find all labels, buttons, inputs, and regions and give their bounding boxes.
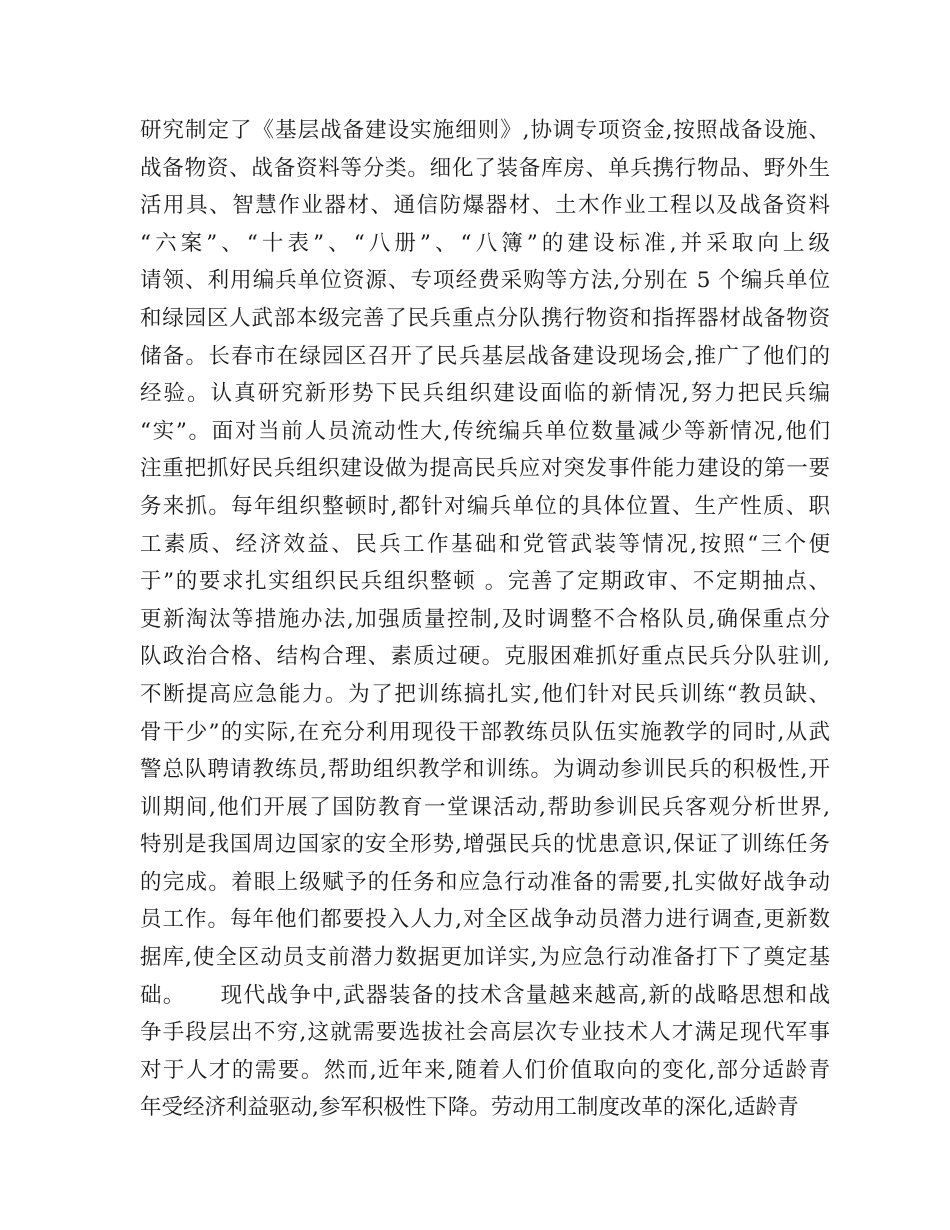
text-line: 员工作。每年他们都要投入人力,对全区战争动员潜力进行调查,更新数 (140, 907, 830, 933)
text-line: “实”。面对当前人员流动性大,传统编兵单位数量减少等新情况,他们 (140, 418, 830, 444)
text-line: 年受经济利益驱动,参军积极性下降。劳动用工制度改革的深化,适龄青 (140, 1095, 799, 1121)
body-text (140, 112, 830, 1127)
text-line: 队政治合格、结构合理、素质过硬。克服困难抓好重点民兵分队驻训, (140, 644, 830, 670)
text-line: 工素质、经济效益、民兵工作基础和党管武装等情况,按照“三个便 (140, 531, 830, 557)
text-line: 骨干少”的实际,在充分利用现役干部教练员队伍实施教学的同时,从武 (140, 719, 830, 745)
text-line: 储备。长春市在绿园区召开了民兵基层战备建设现场会,推广了他们的 (140, 343, 830, 369)
text-line: 对于人才的需要。然而,近年来,随着人们价值取向的变化,部分适龄青 (140, 1057, 830, 1083)
text-line: 训期间,他们开展了国防教育一堂课活动,帮助参训民兵客观分析世界, (140, 794, 830, 820)
text-line: 争手段层出不穷,这就需要选拔社会高层次专业技术人才满足现代军事 (140, 1020, 830, 1046)
text-line: 不断提高应急能力。为了把训练搞扎实,他们针对民兵训练“教员缺、 (140, 681, 830, 707)
text-line: 经验。认真研究新形势下民兵组织建设面临的新情况,努力把民兵编 (140, 381, 830, 407)
text-line: 于”的要求扎实组织民兵组织整顿 。完善了定期政审、不定期抽点、 (140, 569, 830, 595)
text-line: 务来抓。每年组织整顿时,都针对编兵单位的具体位置、生产性质、职 (140, 493, 830, 519)
text-line: 警总队聘请教练员,帮助组织教学和训练。为调动参训民兵的积极性,开 (140, 757, 830, 783)
text-line: 活用具、智慧作业器材、通信防爆器材、土木作业工程以及战备资料 (140, 193, 830, 219)
text-line: 的完成。着眼上级赋予的任务和应急行动准备的需要,扎实做好战争动 (140, 869, 830, 895)
text-line: 更新淘汰等措施办法,加强质量控制,及时调整不合格队员,确保重点分 (140, 606, 830, 632)
text-line: 础。 现代战争中,武器装备的技术含量越来越高,新的战略思想和战 (140, 982, 830, 1008)
text-line: 特别是我国周边国家的安全形势,增强民兵的忧患意识,保证了训练任务 (140, 832, 830, 858)
text-line: 注重把抓好民兵组织建设做为提高民兵应对突发事件能力建设的第一要 (140, 456, 830, 482)
text-line: 请领、利用编兵单位资源、专项经费采购等方法,分别在 5 个编兵单位 (140, 268, 830, 294)
text-line: 研究制定了《基层战备建设实施细则》,协调专项资金,按照战备设施、 (140, 118, 830, 143)
text-line: 战备物资、战备资料等分类。细化了装备库房、单兵携行物品、野外生 (140, 155, 830, 181)
text-line: “六案”、“十表”、“八册”、“八簿”的建设标准,并采取向上级 (140, 230, 830, 256)
text-line: 和绿园区人武部本级完善了民兵重点分队携行物资和指挥器材战备物资 (140, 305, 830, 331)
text-line: 据库,使全区动员支前潜力数据更加详实,为应急行动准备打下了奠定基 (140, 945, 830, 971)
